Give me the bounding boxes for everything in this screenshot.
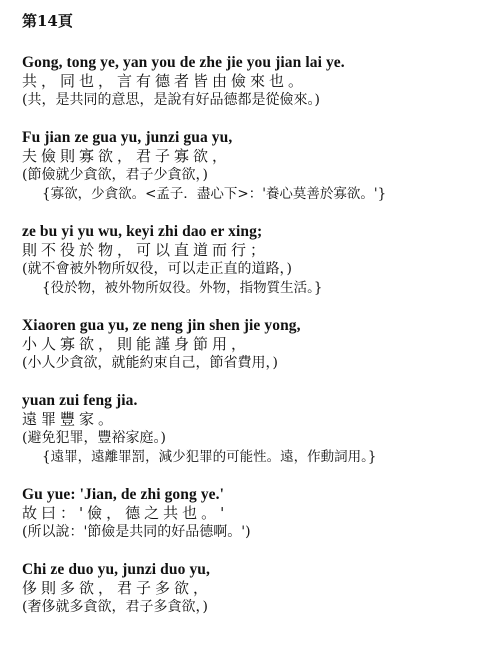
verse-block [22,485,486,542]
pinyin-line: Xiaoren gua yu, ze neng jin shen jie yong, [22,317,301,334]
hanzi-line: 故曰：'儉，德之共也。' [22,504,229,522]
hanzi-line: 共，同也，言有德者皆由儉來也。 [22,72,308,90]
hanzi-line: 小人寡欲，則能謹身節用， [22,335,251,353]
translation-line: (小人少貪欲，就能約束自己，節省費用，) [22,355,278,371]
hanzi-line: 夫儉則寡欲，君子寡欲， [22,147,232,165]
pinyin-line: Fu jian ze gua yu, junzi gua yu, [22,129,233,146]
pinyin-line: Chi ze duo yu, junzi duo yu, [22,561,210,578]
verse-block [22,560,486,617]
verse-block [22,222,486,298]
hanzi-line: 侈則多欲，君子多欲， [22,579,213,597]
translation-line: (奢侈就多貪欲，君子多貪欲，) [22,599,208,615]
translation-line: (避免犯罪，豐裕家庭。) [22,430,166,446]
verse-block [22,316,486,373]
verse-block [22,128,486,204]
verse-block [22,391,486,467]
annotation-note: {遠罪，遠離罪罰，減少犯罪的可能性。遠，作動詞用。} [42,449,377,465]
translation-line: (共，是共同的意思，是說有好品德都是從儉來。) [22,92,320,108]
verse-block [22,53,486,110]
hanzi-line: 遠罪豐家。 [22,410,118,428]
pinyin-line: Gong, tong ye, yan you de zhe jie you jian lai ye. [22,54,345,71]
annotation-note: {寡欲，少貪欲。<孟子．盡心下>：'養心莫善於寡欲。'} [42,186,387,202]
translation-line: (所以說：'節儉是共同的好品德啊。') [22,524,251,540]
pinyin-line: ze bu yi yu wu, keyi zhi dao er xing; [22,223,263,240]
translation-line: (節儉就少貪欲，君子少貪欲，) [22,167,208,183]
page-label: 第14頁 [22,12,73,30]
translation-line: (就不會被外物所奴役，可以走正直的道路，) [22,261,292,277]
annotation-note: {役於物，被外物所奴役。外物，指物質生活。} [42,280,323,296]
hanzi-line: 則不役於物，可以直道而行； [22,241,270,259]
pinyin-line: yuan zui feng jia. [22,392,138,409]
pinyin-line: Gu yue: 'Jian, de zhi gong ye.' [22,486,225,503]
